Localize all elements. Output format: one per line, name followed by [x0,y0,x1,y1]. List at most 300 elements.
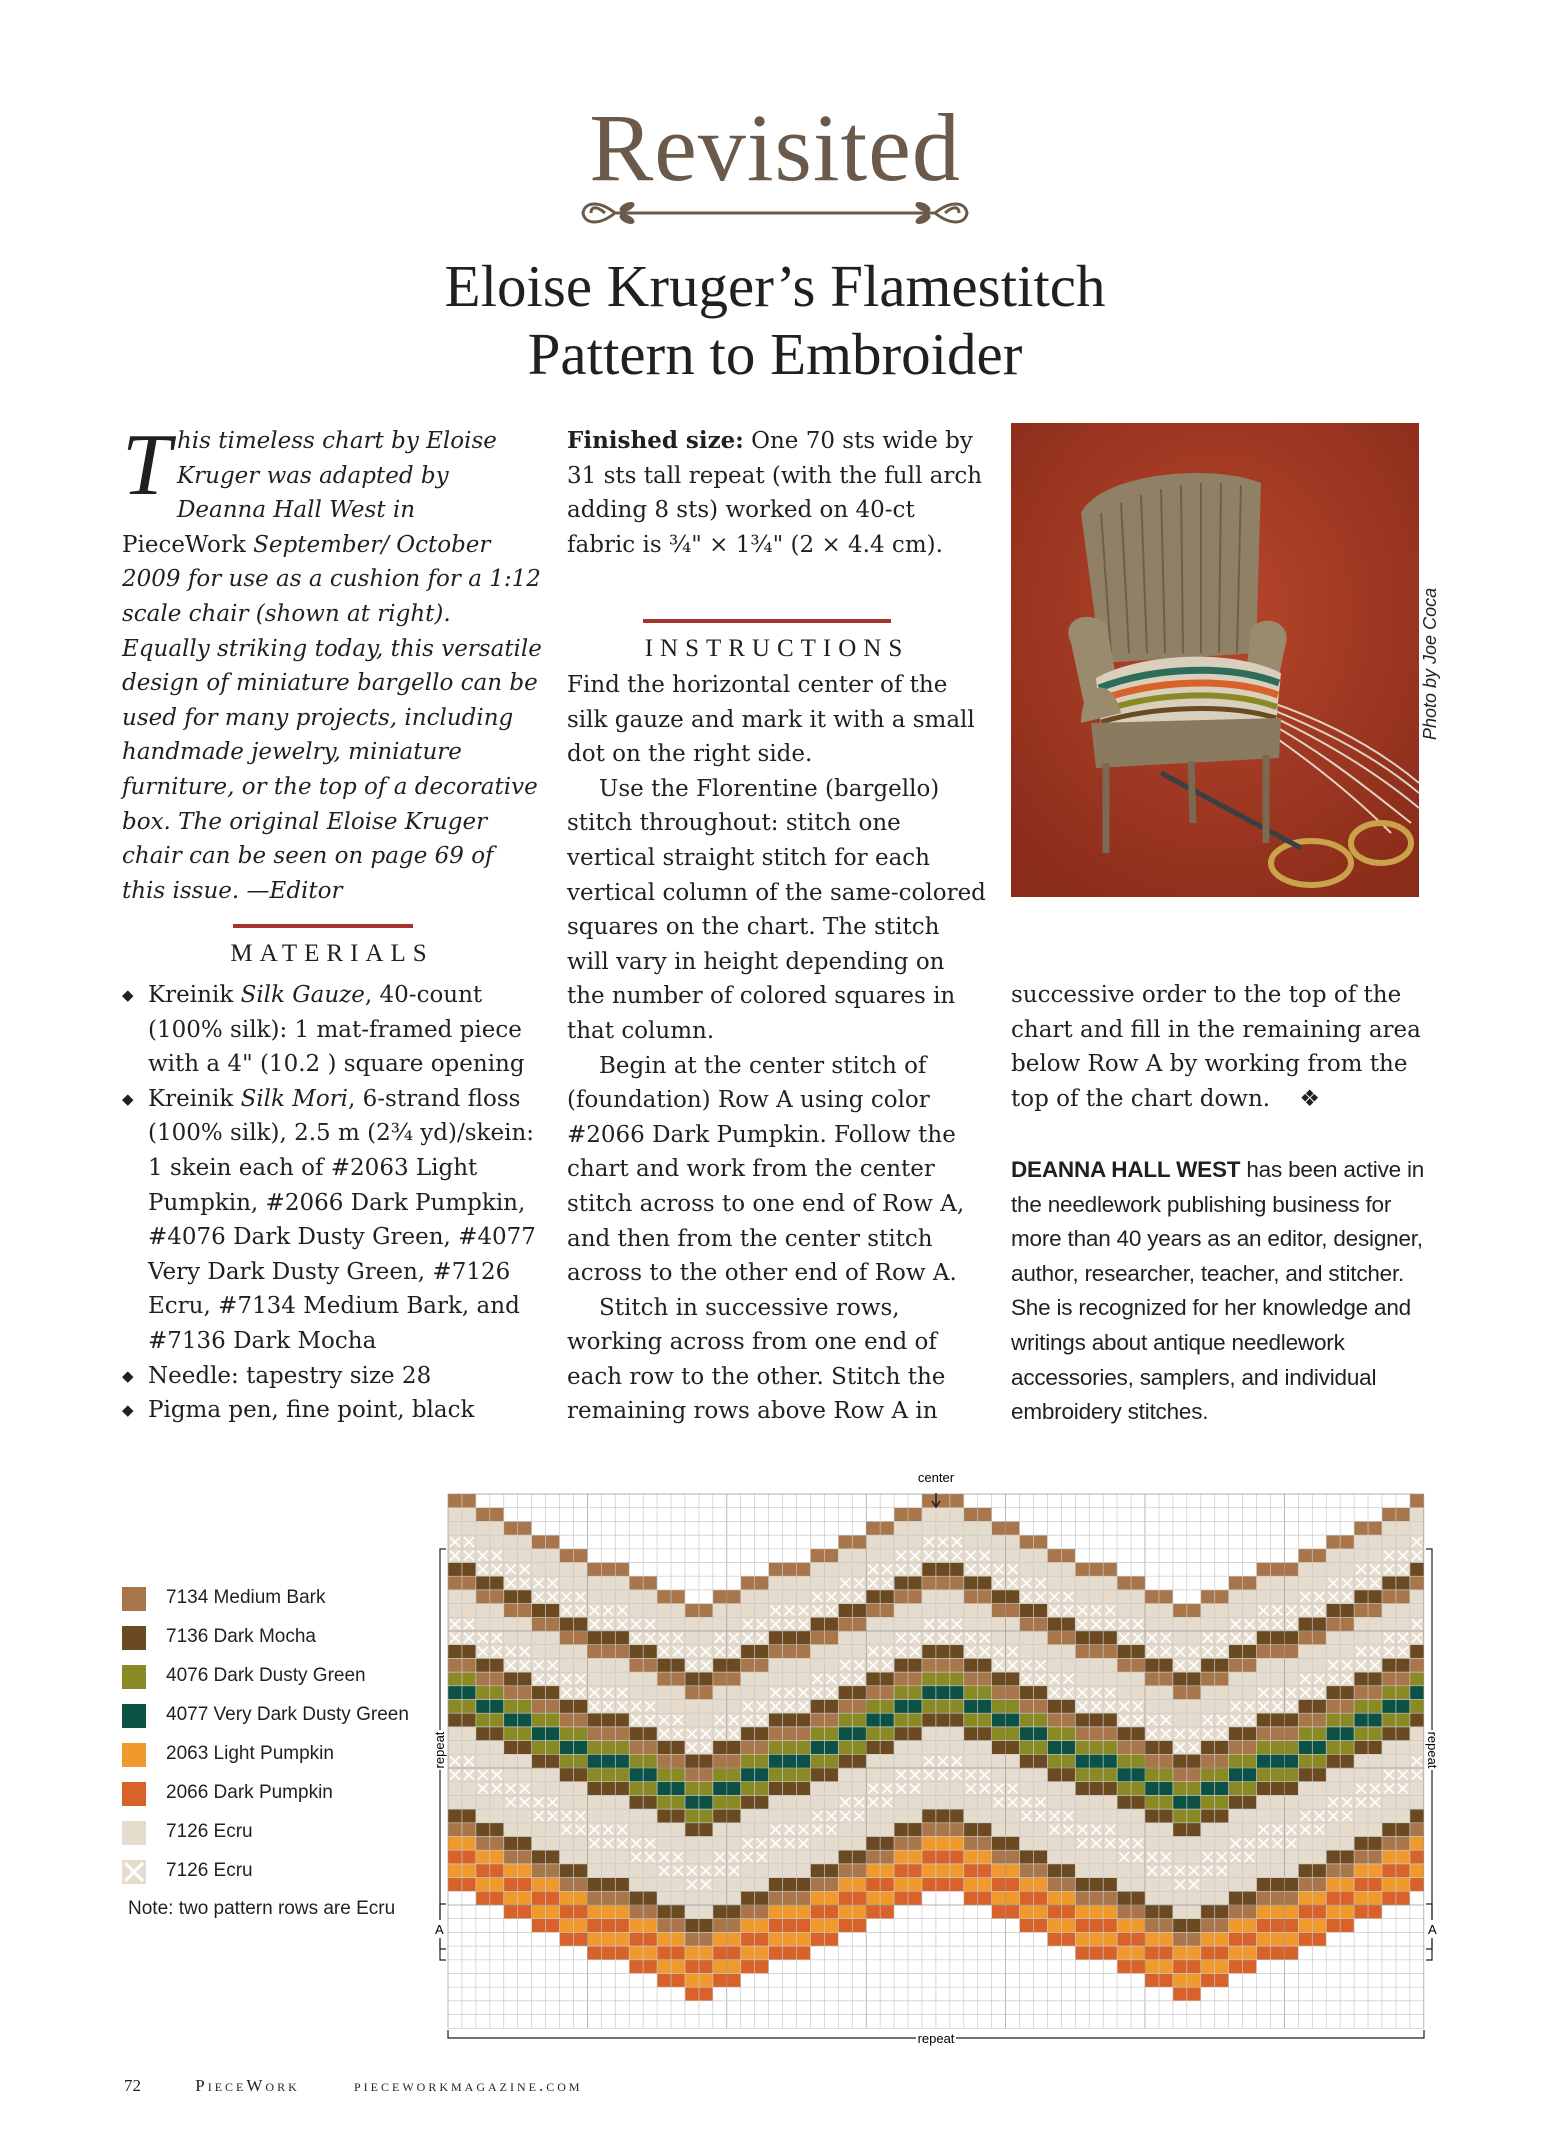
chart-cell [1368,1741,1382,1755]
materials-item-product: Silk Gauze [240,982,365,1008]
repeat-label-right: repeat [1425,1731,1440,1769]
chart-cell [1061,1727,1075,1741]
chart-cell [797,1782,811,1796]
chart-cell [964,1508,978,1522]
chart-cell [699,1700,713,1714]
chart-cell [699,1686,713,1700]
chart-cell [1075,1850,1089,1864]
chart-cell [1187,1631,1201,1645]
chart-cell [587,1946,601,1960]
chart-cell [1033,1891,1047,1905]
chart-cell [922,1795,936,1809]
chart-cell [1159,1590,1173,1604]
chart-cell [838,1617,852,1631]
chart-cell [462,1837,476,1851]
chart-cell [1089,1576,1103,1590]
chart-cell [866,1672,880,1686]
chart-cell [1089,1850,1103,1864]
chart-cell [1257,1672,1271,1686]
chart-cell [1061,1563,1075,1577]
chart-cell [573,1741,587,1755]
chart-cell [490,1617,504,1631]
chart-cell [978,1604,992,1618]
chart-cell [671,1823,685,1837]
chart-cell [1089,1878,1103,1892]
chart-cell [852,1686,866,1700]
chart-cell [797,1754,811,1768]
chart-cell [1159,1891,1173,1905]
chart-cell [629,1645,643,1659]
chart-cell [546,1864,560,1878]
chart-cell [1215,1617,1229,1631]
chart-cell [1257,1727,1271,1741]
chart-cell [978,1617,992,1631]
chart-cell [1159,1768,1173,1782]
chart-cell [866,1823,880,1837]
chart-cell [838,1850,852,1864]
chart-cell [741,1576,755,1590]
chart-cell [866,1686,880,1700]
chart-cell [573,1768,587,1782]
chart-cell [866,1590,880,1604]
chart-cell [1201,1795,1215,1809]
materials-item-text: Pigma pen, fine point, black [148,1397,475,1424]
chart-cell [852,1727,866,1741]
chart-cell [532,1713,546,1727]
instructions-p4: Stitch in successive rows, working across from one end of each row to the other. Stitch the remaining rows above Row A in [567,1294,946,1425]
chart-cell [573,1782,587,1796]
chart-cell [1340,1837,1354,1851]
chart-cell [615,1768,629,1782]
chart-cell [699,1809,713,1823]
chart-cell [573,1795,587,1809]
chart-cell [964,1713,978,1727]
chart-cell [518,1905,532,1919]
chart-cell [448,1672,462,1686]
chart-cell [685,1686,699,1700]
chart-cell [1410,1795,1424,1809]
chart-cell [894,1672,908,1686]
chair-photo [1011,423,1419,897]
chart-cell [1270,1809,1284,1823]
chart-cell [978,1837,992,1851]
chart-cell [448,1795,462,1809]
chart-cell [1229,1768,1243,1782]
chart-cell [810,1905,824,1919]
chart-cell [1243,1809,1257,1823]
chart-cell [1368,1604,1382,1618]
chart-cell [936,1727,950,1741]
chart-cell [992,1754,1006,1768]
author-bio [1011,1153,1441,1430]
chart-cell [880,1837,894,1851]
chart-cell [1215,1932,1229,1946]
chart-cell [1103,1864,1117,1878]
chart-cell [1173,1795,1187,1809]
chart-cell [573,1878,587,1892]
chart-cell [1257,1919,1271,1933]
chart-cell [1020,1768,1034,1782]
chart-cell [1089,1905,1103,1919]
chart-cell [978,1741,992,1755]
chart-cell [1145,1782,1159,1796]
chart-cell [797,1727,811,1741]
chart-cell [601,1932,615,1946]
chart-cell [1033,1878,1047,1892]
chart-cell [657,1686,671,1700]
chart-cell [824,1549,838,1563]
chart-cell [978,1795,992,1809]
chart-cell [1354,1864,1368,1878]
chart-cell [880,1850,894,1864]
chart-cell [1354,1713,1368,1727]
chart-cell [1326,1549,1340,1563]
chart-cell [838,1919,852,1933]
chart-cell [1340,1919,1354,1933]
chart-cell [908,1713,922,1727]
chart-cell [797,1864,811,1878]
chart-cell [1298,1795,1312,1809]
chart-cell [1298,1850,1312,1864]
chart-cell [1089,1946,1103,1960]
chart-cell [1103,1768,1117,1782]
chart-cell [713,1891,727,1905]
chart-cell [797,1713,811,1727]
legend-item [122,1778,422,1817]
chart-cell [1243,1672,1257,1686]
chart-cell [922,1809,936,1823]
chart-cell [1201,1754,1215,1768]
legend-label: 4076 Dark Dusty Green [166,1665,366,1686]
chart-cell [1159,1617,1173,1631]
chart-cell [1396,1713,1410,1727]
chart-cell [1229,1604,1243,1618]
chart-cell [490,1576,504,1590]
chart-cell [1243,1878,1257,1892]
chart-cell [462,1782,476,1796]
chart-cell [1047,1837,1061,1851]
chart-cell [1410,1604,1424,1618]
chart-cell [643,1905,657,1919]
chart-cell [699,1754,713,1768]
chart-cell [755,1946,769,1960]
chart-cell [880,1535,894,1549]
chart-cell [1229,1878,1243,1892]
chart-cell [1326,1864,1340,1878]
chart-cell [657,1823,671,1837]
chart-cell [880,1549,894,1563]
chart-cell [727,1686,741,1700]
chart-cell [476,1837,490,1851]
chart-cell [797,1563,811,1577]
chart-cell [573,1727,587,1741]
chart-cell [1354,1905,1368,1919]
chart-cell [1298,1932,1312,1946]
chart-cell [1410,1713,1424,1727]
chart-cell [615,1713,629,1727]
chart-cell [1382,1837,1396,1851]
chart-cell [908,1604,922,1618]
chart-cell [1047,1864,1061,1878]
chart-cell [671,1932,685,1946]
chart-cell [727,1672,741,1686]
chart-cell [1326,1782,1340,1796]
chart-cell [643,1658,657,1672]
chart-cell [1312,1617,1326,1631]
chart-cell [1410,1878,1424,1892]
chart-cell [462,1850,476,1864]
chart-cell [1382,1809,1396,1823]
chart-cell [894,1713,908,1727]
chart-cell [894,1521,908,1535]
chart-cell [1215,1905,1229,1919]
chart-cell [560,1795,574,1809]
chart-cell [894,1823,908,1837]
intro-text-a: his timeless chart by Eloise Kruger was adapted by Deanna Hall West in [176,428,497,524]
chart-cell [824,1754,838,1768]
chart-cell [727,1658,741,1672]
chart-cell [1103,1727,1117,1741]
chart-cell [476,1891,490,1905]
chart-cell [1159,1658,1173,1672]
chart-cell [1257,1932,1271,1946]
chart-cell [1187,1713,1201,1727]
chart-cell [1006,1741,1020,1755]
materials-item [118,978,548,1082]
chart-cell [560,1905,574,1919]
chart-cell [1006,1878,1020,1892]
chart-cell [573,1645,587,1659]
chart-cell [866,1549,880,1563]
chart-cell [1284,1563,1298,1577]
chart-cell [504,1878,518,1892]
chart-cell [1382,1850,1396,1864]
chart-cell [1145,1590,1159,1604]
chart-cell [1061,1919,1075,1933]
chart-cell [1145,1891,1159,1905]
chart-cell [755,1823,769,1837]
bargello-chart [410,1450,1450,2050]
chart-cell [1257,1768,1271,1782]
chart-cell [755,1604,769,1618]
chart-cell [852,1631,866,1645]
chart-cell [936,1878,950,1892]
chart-cell [671,1686,685,1700]
chart-cell [866,1864,880,1878]
chart-cell [1075,1932,1089,1946]
chart-cell [448,1645,462,1659]
chart-cell [936,1590,950,1604]
chart-cell [1368,1809,1382,1823]
chart-cell [587,1768,601,1782]
instructions-p1: Find the horizontal center of the silk gauze and mark it with a small dot on the right side. [567,672,975,768]
chart-cell [1061,1864,1075,1878]
chart-cell [1006,1768,1020,1782]
chart-cell [1006,1631,1020,1645]
chart-cell [1020,1782,1034,1796]
chart-cell [643,1932,657,1946]
chart-cell [824,1727,838,1741]
chart-cell [615,1658,629,1672]
chart-cell [1340,1631,1354,1645]
chart-cell [1340,1905,1354,1919]
chart-cell [1229,1946,1243,1960]
chart-cell [462,1795,476,1809]
chart-cell [601,1878,615,1892]
chart-cell [1340,1850,1354,1864]
chart-cell [1257,1658,1271,1672]
chart-cell [769,1768,783,1782]
chart-cell [1326,1905,1340,1919]
chart-cell [476,1878,490,1892]
legend-item [122,1700,422,1739]
chart-cell [936,1508,950,1522]
chart-cell [810,1700,824,1714]
chart-cell [504,1850,518,1864]
chart-cell [880,1754,894,1768]
instructions-p2: Use the Florentine (bargello) stitch throughout: stitch one vertical straight stitch for each vertical column of the same-colored squares on the chart. The stitch will vary in height depending on the number of colored squares in that column. [567,775,986,1044]
chart-cell [560,1713,574,1727]
chart-cell [1075,1631,1089,1645]
legend-item [122,1856,422,1895]
chart-cell [448,1823,462,1837]
chart-cell [1396,1850,1410,1864]
chart-cell [532,1823,546,1837]
drop-cap: T [122,417,171,514]
chart-cell [1187,1754,1201,1768]
chart-cell [1215,1974,1229,1988]
chart-cell [1173,1905,1187,1919]
chart-cell [810,1891,824,1905]
chart-cell [1298,1645,1312,1659]
chart-cell [1145,1823,1159,1837]
chart-cell [922,1508,936,1522]
chart-cell [1312,1795,1326,1809]
chart-cell [727,1768,741,1782]
chart-cell [964,1590,978,1604]
chart-cell [518,1727,532,1741]
chart-cell [824,1782,838,1796]
chart-cell [1020,1713,1034,1727]
chart-cell [727,1604,741,1618]
chart-cell [936,1837,950,1851]
chart-cell [1368,1837,1382,1851]
chart-cell [936,1604,950,1618]
chart-cell [964,1617,978,1631]
chart-cell [1243,1782,1257,1796]
intro-paragraph [122,417,542,908]
chart-cell [1145,1617,1159,1631]
chart-cell [1382,1741,1396,1755]
chart-cell [1396,1823,1410,1837]
chart-cell [1243,1576,1257,1590]
chart-cell [1061,1878,1075,1892]
chart-cell [1396,1809,1410,1823]
chart-cell [490,1604,504,1618]
chart-cell [978,1754,992,1768]
chart-cell [1201,1782,1215,1796]
chart-cell [894,1850,908,1864]
chart-cell [1006,1549,1020,1563]
chart-cell [1159,1604,1173,1618]
chart-cell [1173,1700,1187,1714]
chart-cell [476,1521,490,1535]
chart-cell [546,1878,560,1892]
chart-cell [671,1946,685,1960]
chart-cell [1047,1549,1061,1563]
chart-cell [908,1700,922,1714]
chart-cell [1229,1891,1243,1905]
chart-cell [560,1631,574,1645]
chart-cell [1215,1960,1229,1974]
chart-cell [490,1850,504,1864]
chart-cell [587,1590,601,1604]
chart-cell [936,1823,950,1837]
chart-cell [643,1823,657,1837]
chart-cell [1312,1905,1326,1919]
chart-cell [587,1727,601,1741]
chart-cell [741,1919,755,1933]
chart-cell [866,1741,880,1755]
chart-cell [755,1645,769,1659]
chart-cell [1020,1604,1034,1618]
chart-cell [1215,1604,1229,1618]
chart-cell [1047,1754,1061,1768]
chart-cell [532,1782,546,1796]
chart-cell [783,1891,797,1905]
legend-item [122,1817,422,1856]
chart-cell [1326,1686,1340,1700]
chart-cell [992,1604,1006,1618]
chart-cell [866,1754,880,1768]
chart-cell [727,1891,741,1905]
chart-cell [1270,1782,1284,1796]
chart-cell [1368,1754,1382,1768]
chart-cell [615,1782,629,1796]
chart-cell [866,1700,880,1714]
chart-cell [476,1700,490,1714]
chart-cell [601,1590,615,1604]
chart-cell [1159,1741,1173,1755]
chart-cell [699,1768,713,1782]
chart-cell [476,1658,490,1672]
chart-cell [685,1891,699,1905]
legend-label: 7126 Ecru [166,1821,253,1842]
chart-cell [643,1768,657,1782]
chart-cell [950,1795,964,1809]
chart-cell [1201,1686,1215,1700]
chart-cell [1201,1974,1215,1988]
chart-cell [476,1727,490,1741]
chart-cell [1340,1823,1354,1837]
chart-cell [713,1700,727,1714]
chart-cell [852,1837,866,1851]
chart-cell [657,1782,671,1796]
chart-cell [727,1932,741,1946]
chart-cell [1368,1713,1382,1727]
legend-note: Note: two pattern rows are Ecru [128,1898,396,1919]
chart-cell [1145,1960,1159,1974]
chart-cell [922,1686,936,1700]
chart-cell [1117,1590,1131,1604]
chart-cell [1354,1754,1368,1768]
chart-cell [671,1891,685,1905]
chart-cell [532,1768,546,1782]
chart-cell [1410,1809,1424,1823]
chart-cell [1340,1727,1354,1741]
chart-cell [908,1590,922,1604]
chart-cell [615,1631,629,1645]
